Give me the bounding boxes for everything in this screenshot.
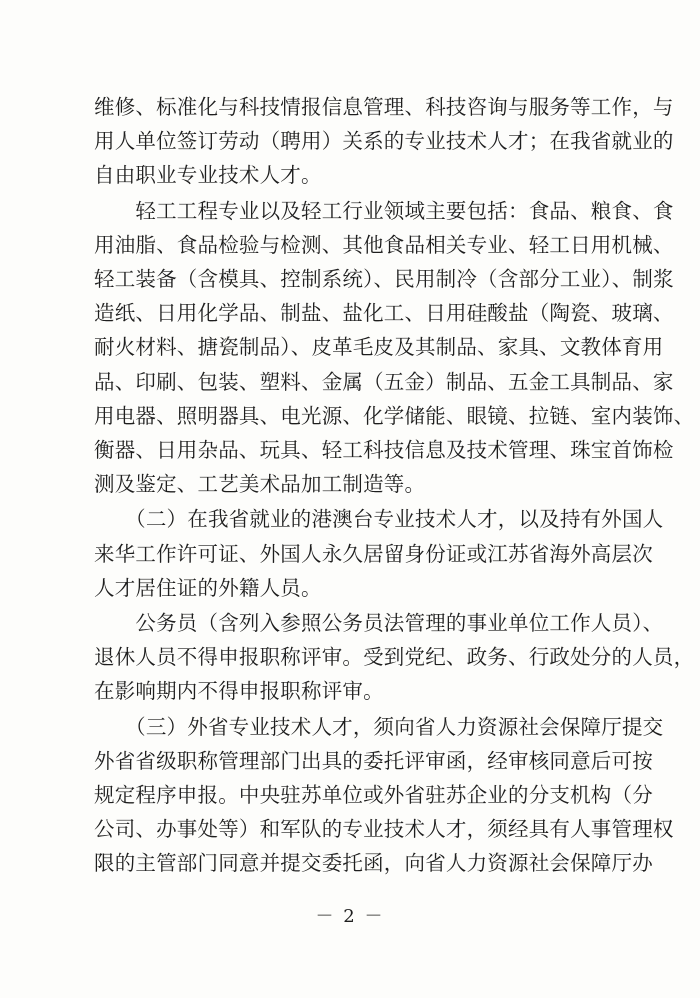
text-line: 外省省级职称管理部门出具的委托评审函，经审核同意后可按 <box>94 748 653 773</box>
text-line: 测及鉴定、工艺美术品加工制造等。 <box>94 472 426 497</box>
text-line: 自由职业专业技术人才。 <box>94 163 322 188</box>
text-line: 限的主管部门同意并提交委托函，向省人力资源社会保障厅办 <box>94 851 653 876</box>
text-line: 来华工作许可证、外国人永久居留身份证或江苏省海外高层次 <box>94 541 653 566</box>
text-line: 在影响期内不得申报职称评审。 <box>94 679 384 704</box>
text-line: （二）在我省就业的港澳台专业技术人才，以及持有外国人 <box>94 507 664 532</box>
text-line: （三）外省专业技术人才，须向省人力资源社会保障厅提交 <box>94 714 664 739</box>
paragraph-light-industry-scope <box>94 194 695 502</box>
paragraph-exclusions <box>94 606 695 709</box>
text-line: 品、印刷、包装、塑料、金属（五金）制品、五金工具制品、家 <box>94 369 674 394</box>
text-line: 用电器、照明器具、电光源、化学储能、眼镜、拉链、室内装饰、 <box>94 403 695 428</box>
text-line: 衡器、日用杂品、玩具、轻工科技信息及技术管理、珠宝首饰检 <box>94 438 674 463</box>
text-line: 公司、办事处等）和军队的专业技术人才，须经具有人事管理权 <box>94 817 674 842</box>
document-body <box>94 90 695 881</box>
page-number: － 2 － <box>315 906 385 927</box>
text-line: 维修、标准化与科技情报信息管理、科技咨询与服务等工作，与 <box>94 95 674 119</box>
paragraph-section-three <box>94 710 674 881</box>
paragraph-section-two <box>94 502 664 605</box>
text-line: 用油脂、食品检验与检测、其他食品相关专业、轻工日用机械、 <box>94 232 674 257</box>
text-line: 造纸、日用化学品、制盐、盐化工、日用硅酸盐（陶瓷、玻璃、 <box>94 301 674 326</box>
text-line: 耐火材料、搪瓷制品）、皮革毛皮及其制品、家具、文教体育用 <box>94 335 664 360</box>
text-line: 规定程序申报。中央驻苏单位或外省驻苏企业的分支机构（分 <box>94 783 653 808</box>
text-line: 人才居住证的外籍人员。 <box>94 575 322 600</box>
text-line: 公务员（含列入参照公务员法管理的事业单位工作人员）、 <box>94 611 664 636</box>
paragraph-continuation <box>94 90 674 193</box>
text-line: 轻工装备（含模具、控制系统）、民用制冷（含部分工业）、制浆 <box>94 267 674 292</box>
text-line: 用人单位签订劳动（聘用）关系的专业技术人才；在我省就业的 <box>94 129 674 154</box>
text-line: 退休人员不得申报职称评审。受到党纪、政务、行政处分的人员， <box>94 645 695 670</box>
text-line: 轻工工程专业以及轻工行业领域主要包括：食品、粮食、食 <box>94 198 674 223</box>
